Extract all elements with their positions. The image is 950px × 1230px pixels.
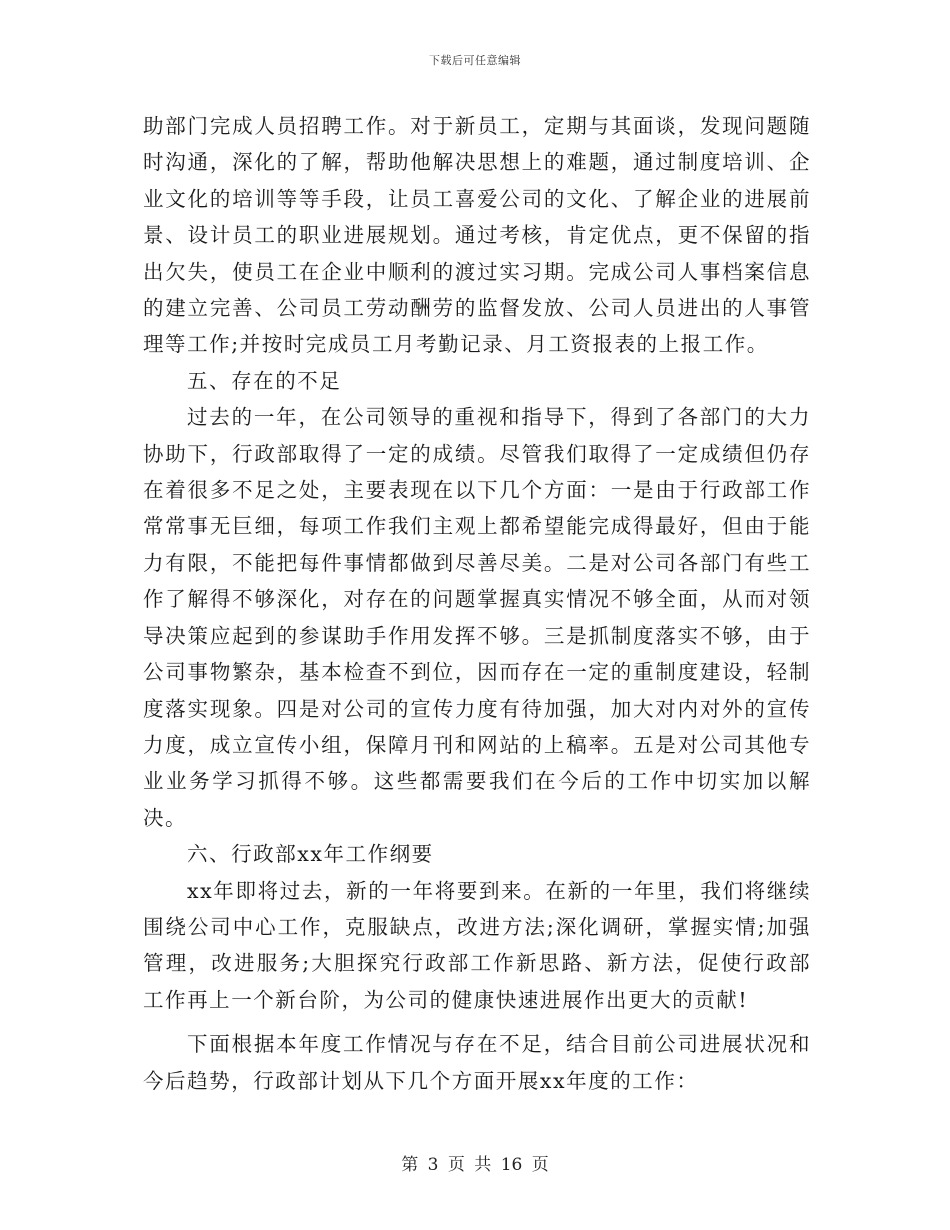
paragraph-new-year-outlook: xx年即将过去，新的一年将要到来。在新的一年里，我们将继续围绕公司中心工作，克服缺点，改进方法;深化调研，掌握实情;加强管理，改进服务;大胆探究行政部工作新思路、新方法，促使行政部工作再上一个新台阶，为公司的健康快速进展作出更大的贡献! — [143, 878, 811, 1012]
page-header-note: 下载后可任意编辑 — [429, 54, 521, 67]
page-number-footer: 第 3 页 共 16 页 — [401, 1155, 549, 1175]
document-body — [143, 108, 811, 1099]
paragraph-plan-intro: 下面根据本年度工作情况与存在不足，结合目前公司进展状况和今后趋势，行政部计划从下几个方面开展xx年度的工作： — [143, 1032, 811, 1093]
section-heading-work-outline: 六、行政部xx年工作纲要 — [187, 842, 434, 867]
paragraph-shortcomings: 过去的一年，在公司领导的重视和指导下，得到了各部门的大力协助下，行政部取得了一定的成绩。尽管我们取得了一定成绩但仍存在着很多不足之处，主要表现在以下几个方面：一是由于行政部工作常常事无巨细，每项工作我们主观上都希望能完成得最好，但由于能力有限，不能把每件事情都做到尽善尽美。二是对公司各部门有些工作了解得不够深化，对存在的问题掌握真实情况不够全面，从而对领导决策应起到的参谋助手作用发挥不够。三是抓制度落实不够，由于公司事物繁杂，基本检查不到位，因而存在一定的重制度建设，轻制度落实现象。四是对公司的宣传力度有待加强，加大对内对外的宣传力度，成立宣传小组，保障月刊和网站的上稿率。五是对公司其他专业业务学习抓得不够。这些都需要我们在今后的工作中切实加以解决。 — [143, 405, 811, 830]
paragraph-hr-work: 助部门完成人员招聘工作。对于新员工，定期与其面谈，发现问题随时沟通，深化的了解，帮助他解决思想上的难题，通过制度培训、企业文化的培训等等手段，让员工喜爱公司的文化、了解企业的进展前景、设计员工的职业进展规划。通过考核，肯定优点，更不保留的指出欠失，使员工在企业中顺利的渡过实习期。完成公司人事档案信息的建立完善、公司员工劳动酬劳的监督发放、公司人员进出的人事管理等工作;并按时完成员工月考勤记录、月工资报表的上报工作。 — [143, 114, 811, 357]
section-heading-shortcomings: 五、存在的不足 — [187, 368, 342, 393]
